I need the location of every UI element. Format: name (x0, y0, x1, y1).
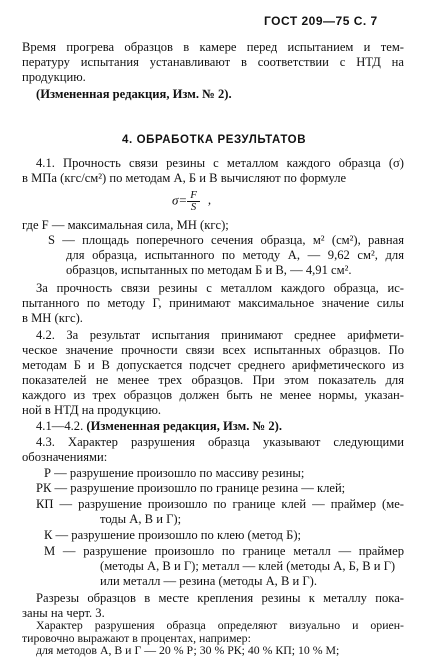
formula-numerator: F (187, 190, 200, 202)
edit-note-2-text: (Измененная редакция, Изм. № 2). (86, 419, 283, 433)
char-line-1: Характер разрушения образца определяют визуально и ориен- (36, 618, 404, 632)
designation-m-cont-2: или металл — резина (методы А, В и Г). (100, 574, 318, 588)
page-header: ГОСТ 209—75 С. 7 (264, 14, 378, 28)
intro-line-2: пературу испытания устанавливают в соответствии с НТД на (22, 55, 404, 69)
intro-line-1: Время прогрева образцов в камере перед испытанием и тем- (22, 40, 404, 54)
edit-note-2 (36, 419, 282, 433)
p42-line-4: показателей не менее трех образцов. При этом показатель для (22, 373, 404, 387)
formula-tail: , (207, 192, 212, 208)
char-line-3: для методов А, В и Г — 20 % Р; 30 % РК; 40 % КП; 10 % М; (36, 643, 340, 657)
edit-note-1: (Измененная редакция, Изм. № 2). (36, 87, 232, 101)
p42-line-2: ческое значение прочности связи всех испытанных образцов. По (22, 343, 404, 357)
where-line-3: для образца, испытанного по методу А, — 9,62 см², для (66, 248, 404, 262)
designation-m-cont-1: (методы А, В и Г); металл — клей (методы А, Б, В и Г) (100, 559, 396, 573)
section-heading: 4. ОБРАБОТКА РЕЗУЛЬТАТОВ (122, 134, 307, 146)
za-line-3: в МН (кгс). (22, 311, 83, 325)
intro-line-3: продукцию. (22, 70, 86, 84)
cuts-line-1: Разрезы образцов в месте крепления резины к металлу пока- (36, 591, 404, 605)
formula-fraction (187, 190, 200, 213)
formula (172, 190, 211, 213)
designation-kp-cont: тоды А, В и Г); (100, 512, 182, 526)
p41-line-2: в МПа (кгс/см²) по методам А, Б и В вычисляют по формуле (22, 171, 347, 185)
p42-line-3: методам Б и В допускается подсчет среднего арифметического из (22, 358, 404, 372)
designation-rk: РК — разрушение произошло по границе резина — клей; (36, 481, 346, 495)
where-line-2: S — площадь поперечного сечения образца, м² (см²), равная (48, 233, 404, 247)
cuts-line-2: заны на черт. 3. (22, 606, 105, 620)
p43-line-2: обозначениями: (22, 450, 108, 464)
edit-note-2-prefix: 4.1—4.2. (36, 419, 87, 433)
p42-line-6: ной в НТД на продукцию. (22, 403, 162, 417)
char-line-2: тировочно выражают в процентах, например: (22, 631, 251, 645)
p43-line-1: 4.3. Характер разрушения образца указывают следующими (36, 435, 404, 449)
designation-m: М — разрушение произошло по границе металл — праймер (44, 544, 404, 558)
designation-k: К — разрушение произошло по клею (метод Б); (44, 528, 302, 542)
p41-line-1: 4.1. Прочность связи резины с металлом каждого образца (σ) (36, 156, 404, 170)
formula-lhs: σ= (172, 192, 188, 208)
where-line-1: где F — максимальная сила, МН (кгс); (22, 218, 229, 232)
p42-line-5: каждого из трех образцов должен быть не менее нормы, указан- (22, 388, 404, 402)
za-line-1: За прочность связи резины с металлом каждого образца, ис- (36, 281, 404, 295)
where-line-4: образцов, испытанных по методам Б и В, — 4,91 см². (66, 263, 352, 277)
designation-r: Р — разрушение произошло по массиву резины; (44, 466, 305, 480)
p42-line-1: 4.2. За результат испытания принимают среднее арифмети- (36, 328, 404, 342)
za-line-2: пытанного по методу Г, принимают максимальное значение силы (22, 296, 404, 310)
designation-kp: КП — разрушение произошло по границе клей — праймер (ме- (36, 497, 404, 511)
formula-denominator: S (190, 201, 197, 213)
